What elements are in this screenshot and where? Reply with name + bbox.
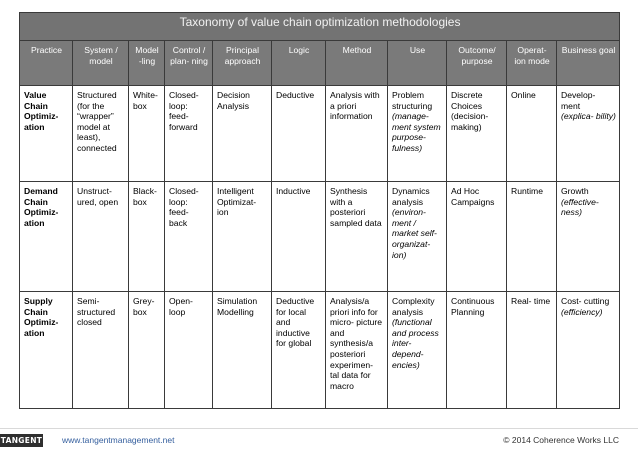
- use-text: Problem structuring: [392, 90, 433, 111]
- goal-text: Develop- ment: [561, 90, 596, 111]
- cell-control-planning: Closed- loop: feed- back: [165, 182, 213, 292]
- row-header-practice: Value Chain Optimiz- ation: [20, 86, 73, 182]
- goal-text: Growth: [561, 186, 589, 196]
- taxonomy-table: [19, 12, 620, 409]
- goal-note: (efficiency): [561, 306, 603, 317]
- cell-modelling: Grey- box: [129, 292, 165, 409]
- use-note: (manage- ment system purpose- fulness): [392, 111, 441, 153]
- cell-approach: Decision Analysis: [213, 86, 272, 182]
- cell-approach: Simulation Modelling: [213, 292, 272, 409]
- cell-mode: Online: [507, 86, 557, 182]
- goal-note: (effective- ness): [561, 196, 599, 218]
- column-header-business-goal: Business goal: [557, 41, 620, 86]
- cell-method: Synthesis with a posteriori sampled data: [326, 182, 388, 292]
- cell-control-planning: Closed- loop: feed- forward: [165, 86, 213, 182]
- copyright-notice: © 2014 Coherence Works LLC: [503, 435, 619, 445]
- cell-method: Analysis with a priori information: [326, 86, 388, 182]
- cell-goal: [557, 292, 620, 409]
- use-text: Complexity analysis: [392, 296, 435, 317]
- row-header-practice: Supply Chain Optimiz- ation: [20, 292, 73, 409]
- cell-logic: Deductive: [272, 86, 326, 182]
- cell-system-model: Structured (for the “wrapper” model at least), connected: [73, 86, 129, 182]
- goal-text: Cost- cutting: [561, 296, 610, 306]
- cell-system-model: Semi- structured closed: [73, 292, 129, 409]
- column-header-practice: Practice: [20, 41, 73, 86]
- cell-goal: [557, 86, 620, 182]
- cell-system-model: Unstruct- ured, open: [73, 182, 129, 292]
- cell-outcome: Ad Hoc Campaigns: [447, 182, 507, 292]
- cell-logic: Inductive: [272, 182, 326, 292]
- header-row: [20, 41, 620, 86]
- column-header-system-model: System / model: [73, 41, 129, 86]
- column-header-control-planning: Control / plan- ning: [165, 41, 213, 86]
- row-header-practice: Demand Chain Optimiz- ation: [20, 182, 73, 292]
- cell-use: [388, 182, 447, 292]
- cell-outcome: Discrete Choices (decision- making): [447, 86, 507, 182]
- cell-mode: Real- time: [507, 292, 557, 409]
- use-text: Dynamics analysis: [392, 186, 430, 207]
- column-header-outcome-purpose: Outcome/ purpose: [447, 41, 507, 86]
- cell-outcome: Continuous Planning: [447, 292, 507, 409]
- cell-mode: Runtime: [507, 182, 557, 292]
- table-title: Taxonomy of value chain optimization methodologies: [20, 13, 620, 41]
- cell-goal: [557, 182, 620, 292]
- cell-use: [388, 292, 447, 409]
- table-row: [20, 292, 620, 409]
- cell-modelling: White- box: [129, 86, 165, 182]
- slide-footer: [0, 428, 638, 451]
- cell-approach: Intelligent Optimizat- ion: [213, 182, 272, 292]
- column-header-principal-approach: Principal approach: [213, 41, 272, 86]
- cell-logic: Deductive for local and inductive for global: [272, 292, 326, 409]
- use-note: (environ- ment / market self- organizat- ion): [392, 207, 437, 260]
- column-header-method: Method: [326, 41, 388, 86]
- cell-use: [388, 86, 447, 182]
- tangent-logo: TANGENT: [0, 436, 43, 445]
- cell-modelling: Black- box: [129, 182, 165, 292]
- table-row: [20, 86, 620, 182]
- use-note: (functional and process inter- depend- encies): [392, 317, 439, 370]
- website-link[interactable]: www.tangentmanagement.net: [62, 435, 175, 445]
- cell-method: Analysis/a priori info for micro- picture and synthesis/a posteriori experimen- tal data for macro: [326, 292, 388, 409]
- goal-note: (explica- bility): [561, 111, 616, 122]
- cell-control-planning: Open- loop: [165, 292, 213, 409]
- table-row: [20, 182, 620, 292]
- column-header-logic: Logic: [272, 41, 326, 86]
- column-header-use: Use: [388, 41, 447, 86]
- column-header-modelling: Model -ling: [129, 41, 165, 86]
- column-header-operation-mode: Operat- ion mode: [507, 41, 557, 86]
